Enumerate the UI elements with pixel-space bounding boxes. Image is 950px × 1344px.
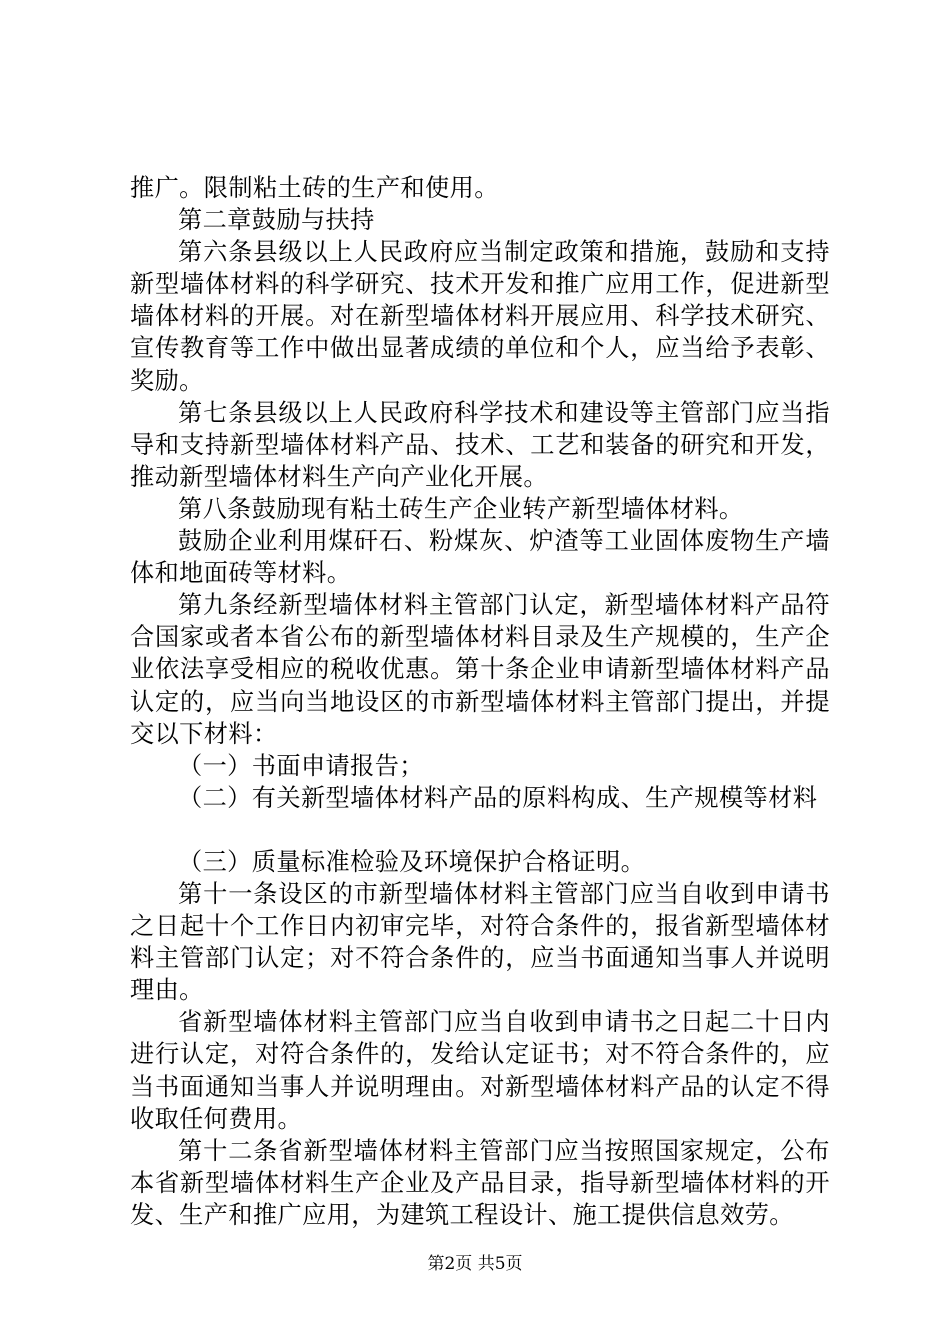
article-12: 第十二条省新型墙体材料主管部门应当按照国家规定，公布本省新型墙体材料生产企业及产品目录，指导新型墙体材料的开发、生产和推广应用，为建筑工程设计、施工提供信息效劳。 <box>130 1136 830 1229</box>
article-8-encourage: 鼓励企业利用煤矸石、粉煤灰、炉渣等工业固体废物生产墙体和地面砖等材料。 <box>130 527 830 588</box>
article-7: 第七条县级以上人民政府科学技术和建设等主管部门应当指导和支持新型墙体材料产品、技术、工艺和装备的研究和开发，推动新型墙体材料生产向产业化开展。 <box>130 398 830 491</box>
blank-line <box>130 814 830 846</box>
page-number: 第2页 共5页 <box>427 1254 523 1274</box>
list-item-1: （一）书面申请报告； <box>178 751 424 780</box>
article-11-province: 省新型墙体材料主管部门应当自收到申请书之日起二十日内进行认定，对符合条件的，发给认定证书；对不符合条件的，应当书面通知当事人并说明理由。对新型墙体材料产品的认定不得收取任何费用。 <box>130 1008 830 1133</box>
document-body <box>130 172 830 1231</box>
article-6: 第六条县级以上人民政府应当制定政策和措施，鼓励和支持新型墙体材料的科学研究、技术开发和推广应用工作，促进新型墙体材料的开展。对在新型墙体材料开展应用、科学技术研究、宣传教育等工作中做出显著成绩的单位和个人，应当给予表彰、奖励。 <box>130 238 830 395</box>
article-8: 第八条鼓励现有粘土砖生产企业转产新型墙体材料。 <box>178 494 744 523</box>
article-11: 第十一条设区的市新型墙体材料主管部门应当自收到申请书之日起十个工作日内初审完毕，对符合条件的，报省新型墙体材料主管部门认定；对不符合条件的，应当书面通知当事人并说明理由。 <box>130 879 830 1005</box>
chapter-heading: 第二章鼓励与扶持 <box>178 206 375 235</box>
list-item-2: （二）有关新型墙体材料产品的原料构成、生产规模等材料 <box>178 783 818 812</box>
list-item-3: （三）质量标准检验及环境保护合格证明。 <box>178 847 646 876</box>
article-9-10: 第九条经新型墙体材料主管部门认定，新型墙体材料产品符合国家或者本省公布的新型墙体材料目录及生产规模的，生产企业依法享受相应的税收优惠。第十条企业申请新型墙体材料产品认定的，应当向当地设区的市新型墙体材料主管部门提出，并提交以下材料： <box>130 591 830 748</box>
paragraph-continuation: 推广。限制粘土砖的生产和使用。 <box>130 174 499 202</box>
